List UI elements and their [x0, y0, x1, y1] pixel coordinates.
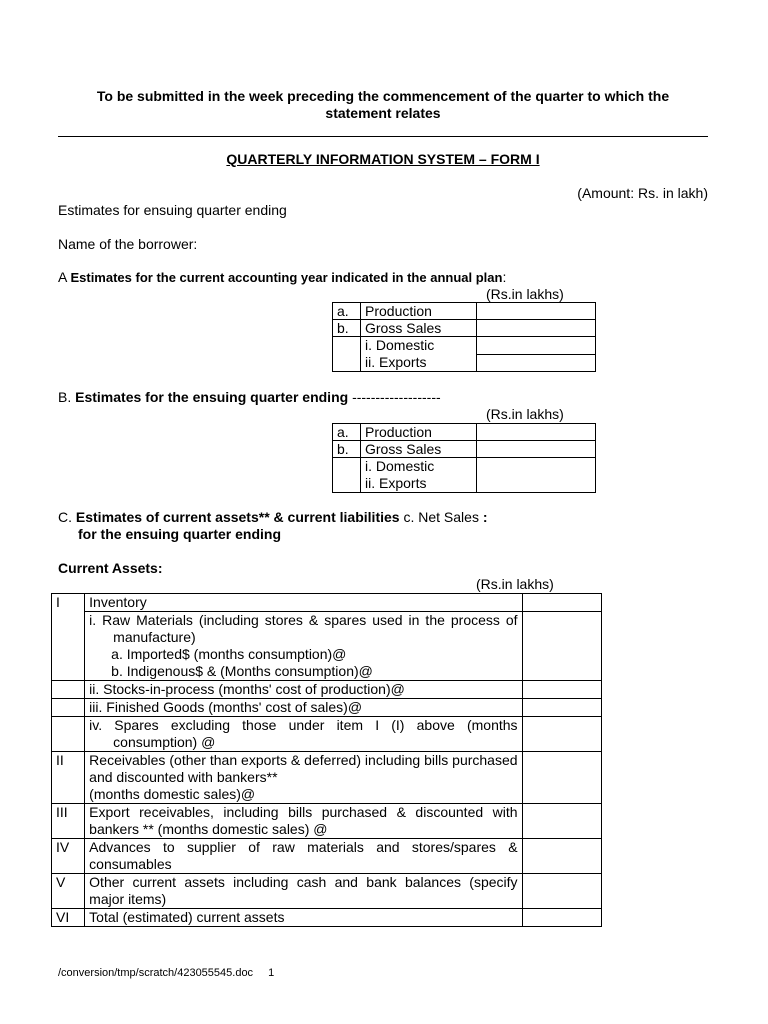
row-item-domestic: i. Domestic	[365, 337, 435, 353]
row-desc	[85, 752, 522, 804]
form-title: QUARTERLY INFORMATION SYSTEM – FORM I	[226, 151, 540, 167]
value-cell[interactable]	[477, 354, 596, 372]
section-b-heading	[58, 389, 441, 405]
row-desc: iii. Finished Goods (months' cost of sales)@	[85, 699, 522, 717]
row-desc: Total (estimated) current assets	[85, 909, 522, 927]
value-cell[interactable]	[522, 594, 601, 612]
row-desc: Export receivables, including bills purchased & discounted with bankers ** (months domestic sales) @	[85, 804, 522, 839]
value-cell[interactable]	[522, 909, 601, 927]
section-a-table	[332, 302, 596, 372]
row-label: b.	[333, 320, 361, 337]
row-number: V	[52, 874, 85, 909]
row-item-exports: ii. Exports	[365, 475, 427, 491]
row-item: Gross Sales	[361, 320, 477, 337]
spares-text: iv. Spares excluding those under item I (I) above (months consumption) @	[89, 717, 518, 750]
value-cell[interactable]	[522, 839, 601, 874]
borrower-line: Name of the borrower:	[58, 236, 198, 252]
row-label: a.	[333, 424, 361, 441]
header-line-1: To be submitted in the week preceding the commencement of the quarter to which the	[96, 88, 670, 104]
table-row	[52, 909, 602, 927]
value-cell[interactable]	[522, 699, 601, 717]
table-row	[52, 681, 602, 699]
section-c-net-sales: c. Net Sales	[403, 509, 479, 525]
table-row	[52, 804, 602, 839]
row-item: Production	[361, 424, 477, 441]
value-cell[interactable]	[477, 458, 596, 493]
raw-materials-text: i. Raw Materials (including stores & spares used in the process of manufacture)	[89, 612, 518, 645]
section-a-title: Estimates for the current accounting year indicated in the annual plan	[70, 270, 503, 285]
row-number: IV	[52, 839, 85, 874]
imported-text: a. Imported$ (months consumption)@	[111, 646, 347, 662]
row-number	[52, 681, 85, 699]
table-row	[52, 839, 602, 874]
section-b-table	[332, 423, 596, 493]
row-item-domestic: i. Domestic	[365, 458, 435, 474]
header-line-2: statement relates	[325, 105, 441, 121]
value-cell[interactable]	[522, 804, 601, 839]
row-desc	[85, 612, 522, 681]
row-number: II	[52, 752, 85, 804]
value-cell[interactable]	[477, 303, 596, 320]
row-desc: Inventory	[85, 594, 522, 612]
table-row	[52, 874, 602, 909]
current-assets-unit: (Rs.in lakhs)	[476, 576, 554, 592]
row-item-exports: ii. Exports	[365, 354, 427, 370]
table-row	[52, 752, 602, 804]
section-c-heading	[58, 509, 488, 543]
table-row	[333, 320, 596, 337]
row-desc: ii. Stocks-in-process (months' cost of production)@	[85, 681, 522, 699]
value-cell[interactable]	[522, 612, 601, 681]
row-item: Gross Sales	[361, 441, 477, 458]
row-number: VI	[52, 909, 85, 927]
value-cell[interactable]	[477, 441, 596, 458]
section-c-letter: C.	[58, 509, 72, 525]
value-cell[interactable]	[522, 717, 601, 752]
value-cell[interactable]	[477, 320, 596, 337]
row-desc	[85, 717, 522, 752]
section-b-unit: (Rs.in lakhs)	[486, 406, 564, 422]
section-b-dashes: -------------------	[352, 389, 441, 405]
table-row	[333, 424, 596, 441]
section-a-heading	[58, 269, 506, 285]
section-b-letter: B.	[58, 389, 72, 405]
row-label: a.	[333, 303, 361, 320]
section-c-title-1: Estimates of current assets** & current liabilities	[75, 509, 400, 525]
value-cell[interactable]	[522, 752, 601, 804]
row-item	[361, 337, 477, 372]
footer-path: /conversion/tmp/scratch/423055545.doc	[58, 967, 254, 979]
receivables-text: Receivables (other than exports & deferred) including bills purchased and discounted with bankers**	[89, 752, 518, 785]
value-cell[interactable]	[522, 681, 601, 699]
row-number: III	[52, 804, 85, 839]
amount-note: (Amount: Rs. in lakh)	[577, 185, 708, 201]
value-cell[interactable]	[477, 337, 596, 355]
divider	[58, 136, 708, 137]
row-desc: Advances to supplier of raw materials and stores/spares & consumables	[85, 839, 522, 874]
table-row	[333, 337, 596, 355]
table-row	[52, 717, 602, 752]
section-b-title: Estimates for the ensuing quarter ending	[75, 389, 349, 405]
section-a-letter: A	[58, 269, 67, 285]
table-row	[52, 612, 602, 681]
row-item	[361, 458, 477, 493]
row-number-text: I	[56, 594, 60, 610]
section-a-colon: :	[502, 269, 507, 285]
table-row	[333, 441, 596, 458]
row-number	[52, 594, 85, 681]
current-assets-table	[51, 593, 602, 927]
table-row	[52, 699, 602, 717]
value-cell[interactable]	[477, 424, 596, 441]
header-instruction	[58, 88, 708, 122]
row-desc: Other current assets including cash and bank balances (specify major items)	[85, 874, 522, 909]
footer	[58, 967, 274, 979]
value-cell[interactable]	[522, 874, 601, 909]
row-label	[333, 337, 361, 372]
row-number	[52, 717, 85, 752]
current-assets-heading: Current Assets:	[58, 560, 163, 576]
table-row	[52, 594, 602, 612]
estimates-line: Estimates for ensuing quarter ending	[58, 202, 287, 218]
row-label: b.	[333, 441, 361, 458]
receivables-months-text: (months domestic sales)@	[89, 786, 256, 802]
row-label	[333, 458, 361, 493]
table-row	[333, 303, 596, 320]
page-number: 1	[268, 967, 275, 979]
indigenous-text: b. Indigenous$ & (Months consumption)@	[111, 663, 373, 679]
section-c-title-2: for the ensuing quarter ending	[78, 526, 282, 542]
row-item: Production	[361, 303, 477, 320]
section-c-colon: :	[482, 509, 488, 525]
row-number	[52, 699, 85, 717]
section-a-unit: (Rs.in lakhs)	[486, 286, 564, 302]
